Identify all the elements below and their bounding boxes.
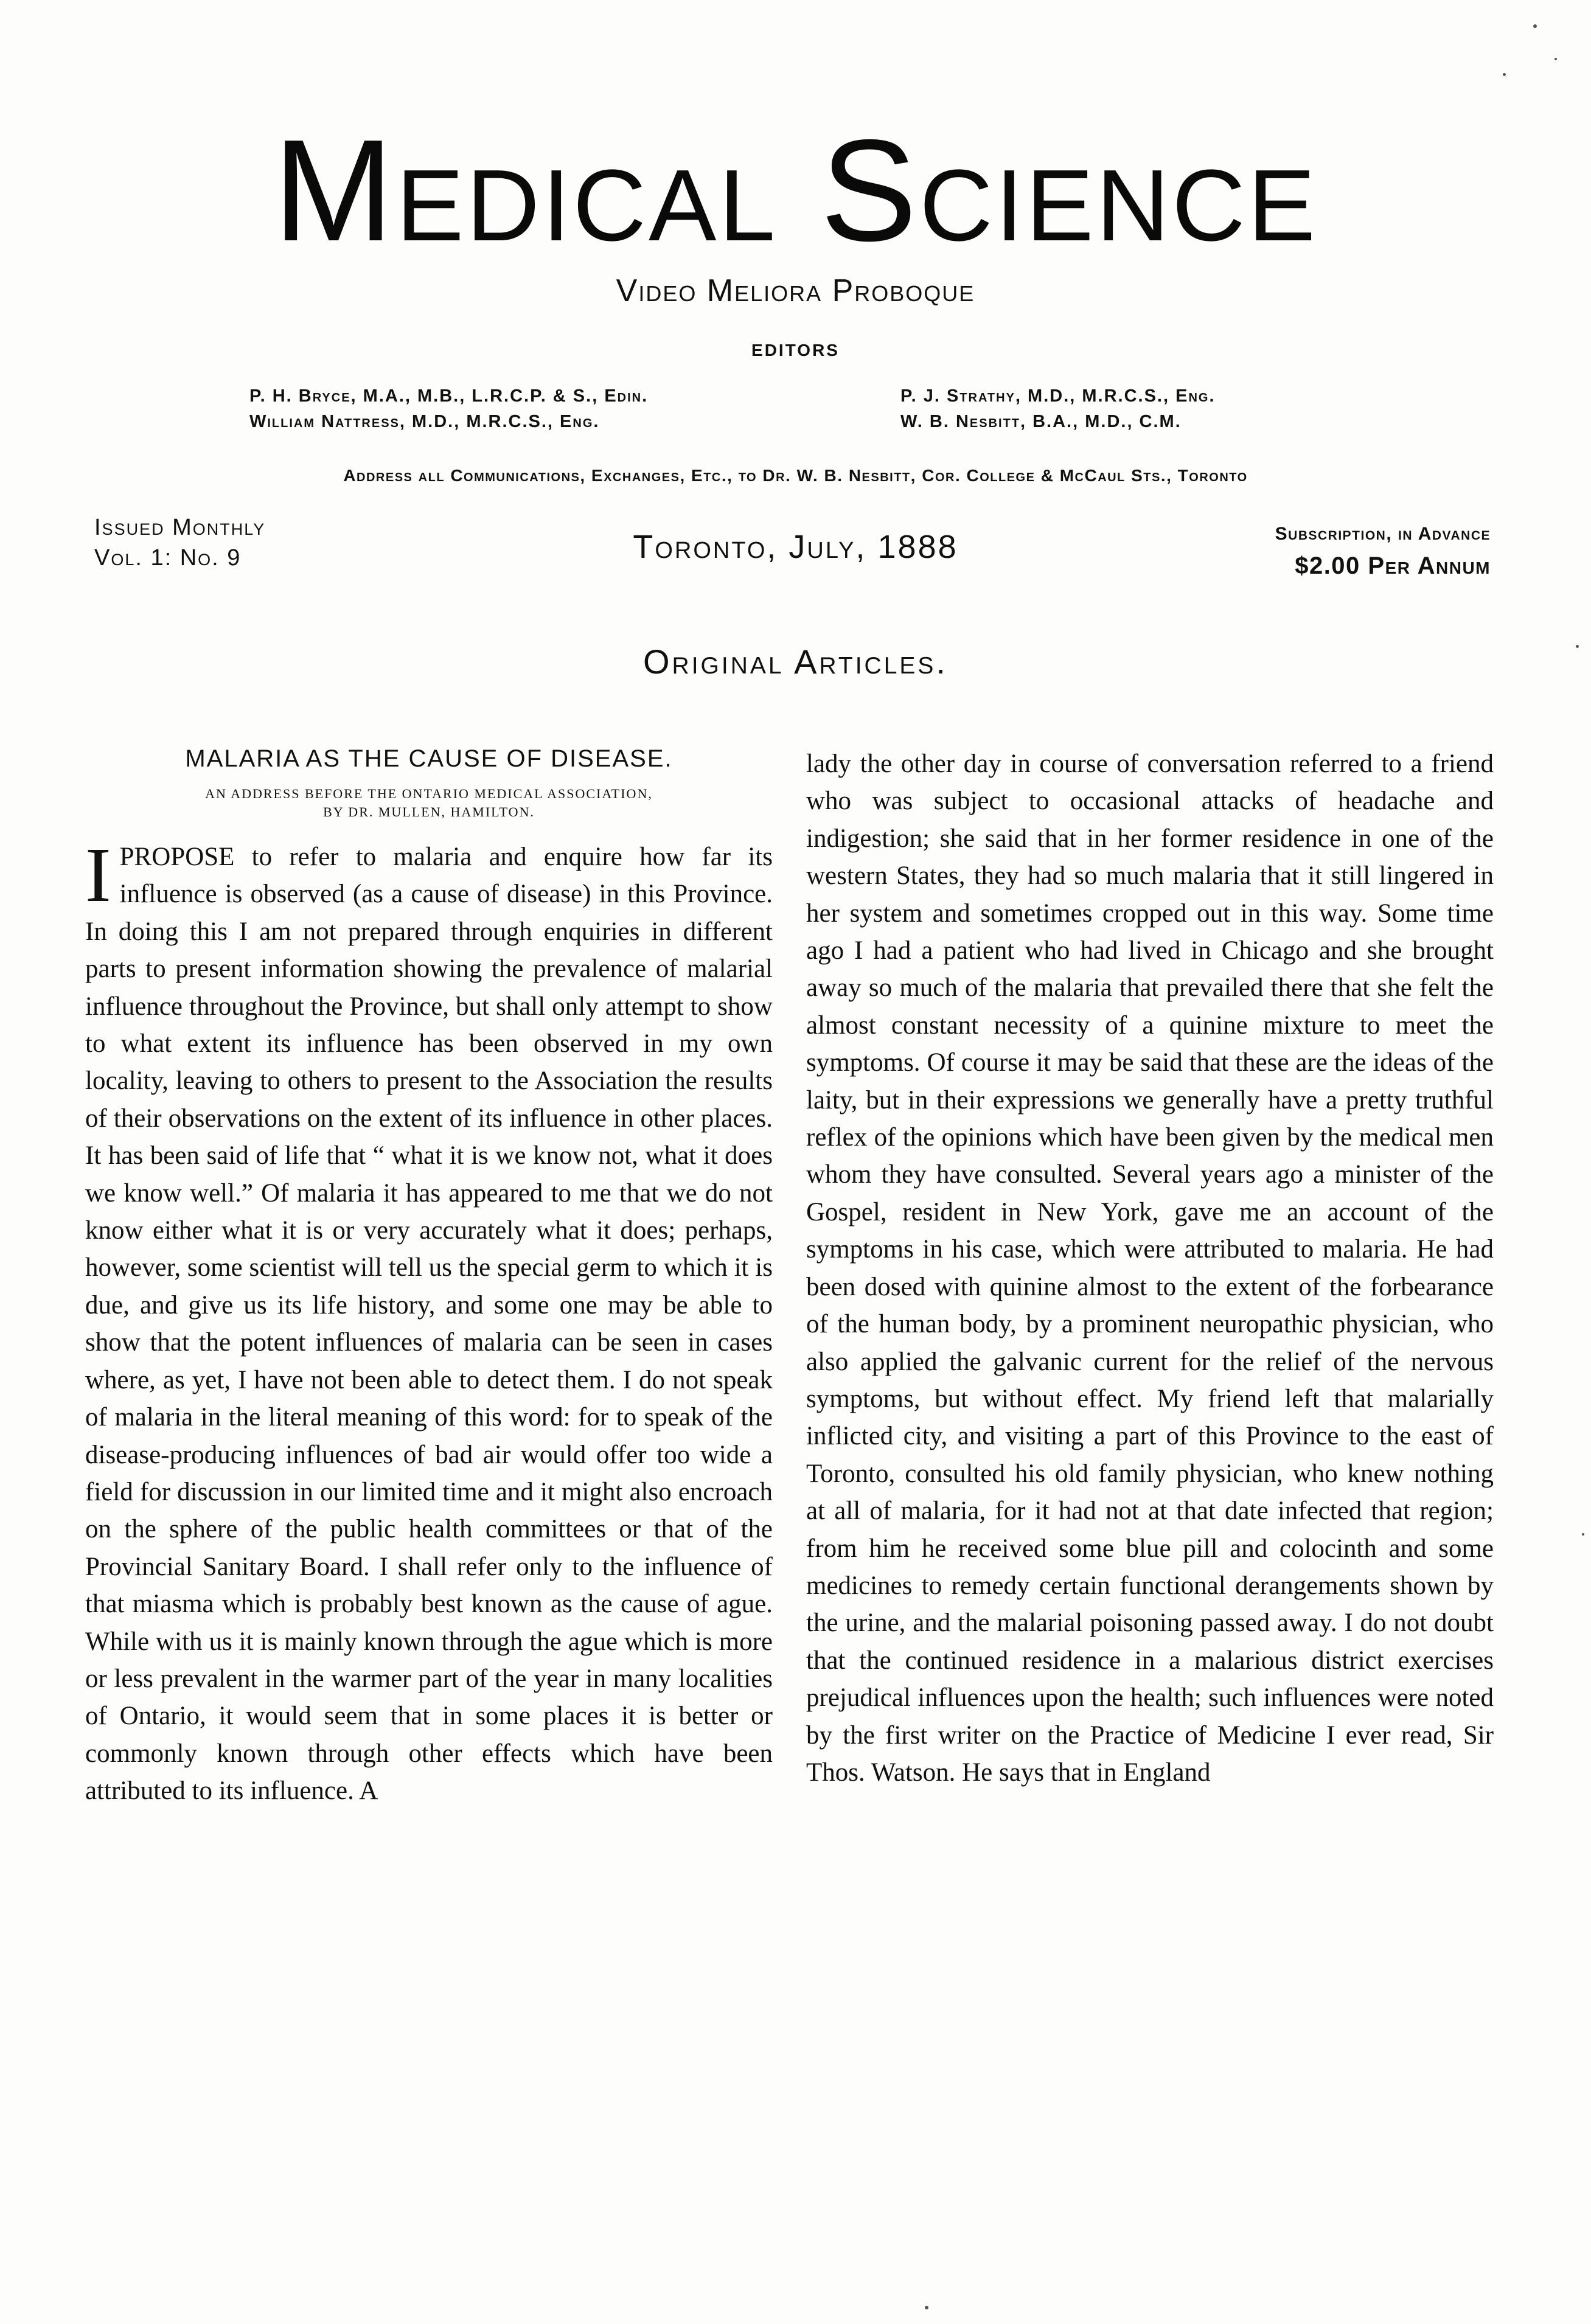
editors-right-column	[900, 383, 1216, 434]
editor-name: P. H. Bryce, M.A., M.B., L.R.C.P. & S., Edin.	[249, 386, 649, 406]
editors-left-column	[249, 383, 648, 434]
article-title: MALARIA AS THE CAUSE OF DISEASE.	[185, 745, 673, 772]
issue-info-right	[1275, 518, 1491, 582]
scan-speck	[1576, 645, 1579, 648]
editors-heading: EDITORS	[751, 341, 840, 360]
section-heading: Original Articles.	[643, 642, 948, 681]
editor-name: P. J. Strathy, M.D., M.R.C.S., Eng.	[900, 386, 1216, 406]
subscription-label: Subscription, in Advance	[1275, 524, 1491, 544]
article-byline	[85, 785, 773, 821]
article-byline-line: BY DR. MULLEN, HAMILTON.	[323, 804, 535, 819]
article-byline-line: AN ADDRESS BEFORE THE ONTARIO MEDICAL ASSOCIATION,	[205, 786, 653, 801]
masthead-motto: Video Meliora Proboque	[616, 273, 975, 308]
address-line: Address all Communications, Exchanges, Etc., to Dr. W. B. Nesbitt, Cor. College & McCaul Sts., Toronto	[343, 466, 1248, 485]
masthead-title: Medical Science	[273, 110, 1318, 271]
issue-frequency: Issued Monthly	[94, 515, 266, 540]
scan-speck	[1503, 73, 1506, 76]
editor-name: W. B. Nesbitt, B.A., M.D., C.M.	[900, 412, 1182, 431]
scan-speck	[1554, 58, 1557, 60]
scan-speck	[925, 2306, 928, 2309]
issue-place-date: Toronto, July, 1888	[633, 529, 958, 565]
scan-speck	[1582, 1533, 1584, 1536]
drop-cap: I	[85, 832, 111, 918]
subscription-price: $2.00 Per Annum	[1295, 552, 1491, 579]
editor-name: William Nattress, M.D., M.R.C.S., Eng.	[249, 412, 600, 431]
article-column-left	[85, 745, 773, 1810]
article-column-right	[806, 745, 1494, 1791]
article-text: PROPOSE to refer to malaria and enquire how far its influence is observed (as a cause of disease) in this Province. In doing this I am not prepared through enquiries in different parts to present information showing the prevalence of malarial influence throughout the Province, but shall only attempt to show to what extent its influence has been observed in my own locality, leaving to others to present to the Association the results of their observations on the extent of its influence in other places. It has been said of life that “ what it is we know not, what it does we know well.” Of malaria it has appeared to me that we do not know either what it is or very accurately what it does; perhaps, however, some scientist will tell us the special germ to which it is due, and give us its life history, and some one may be able to show that the potent influences of malaria can be seen in cases where, as yet, I have not been able to detect them. I do not speak of malaria in the literal meaning of this word: for to speak of the disease-producing influences of bad air would offer too wide a field for discussion in our limited time and it might also encroach on the sphere of the public health committees or that of the Provincial Sanitary Board. I shall refer only to the influence of that miasma which is probably best known as the cause of ague. While with us it is mainly known through the ague which is more or less prevalent in the warmer part of the year in many localities of Ontario, it would seem that in some places it is better or commonly known through other effects which have been attributed to its influence. A	[85, 843, 773, 1806]
scan-speck	[1533, 24, 1537, 28]
article-body-column-1	[85, 832, 773, 1810]
article-body-column-2: lady the other day in course of conversation referred to a friend who was subject to occasional attacks of headache and indigestion; she said that in her former residence in one of the western States, they had so much malaria that it still lingered in her system and sometimes cropped out in this way. Some time ago I had a patient who had lived in Chicago and she brought away so much of the malaria that prevailed there that she felt the almost constant necessity of a quinine mixture to meet the symptoms. Of course it may be said that these are the ideas of the laity, but in their expressions we generally have a pretty truthful reflex of the opinions which have been given by the medical men whom they have consulted. Several years ago a minister of the Gospel, resident in New York, gave me an account of the symptoms in his case, which were attributed to malaria. He had been dosed with quinine almost to the extent of the forbearance of the human body, by a prominent neuropathic physician, who also applied the galvanic current for the relief of the nervous symptoms, but without effect. My friend left that malarially inflicted city, and visiting a part of this Province to the east of Toronto, consulted his old family physician, who knew nothing at all of malaria, for it had not at that date infected that region; from him he received some blue pill and colocinth and some medicines to remedy certain functional derangements shown by the urine, and the malarial poisoning passed away. I do not doubt that the continued residence in a malarious district exercises prejudical influences upon the health; such influences were noted by the first writer on the Practice of Medicine I ever read, Sir Thos. Watson. He says that in England	[806, 750, 1494, 1787]
issue-volume: Vol. 1: No. 9	[94, 545, 242, 571]
